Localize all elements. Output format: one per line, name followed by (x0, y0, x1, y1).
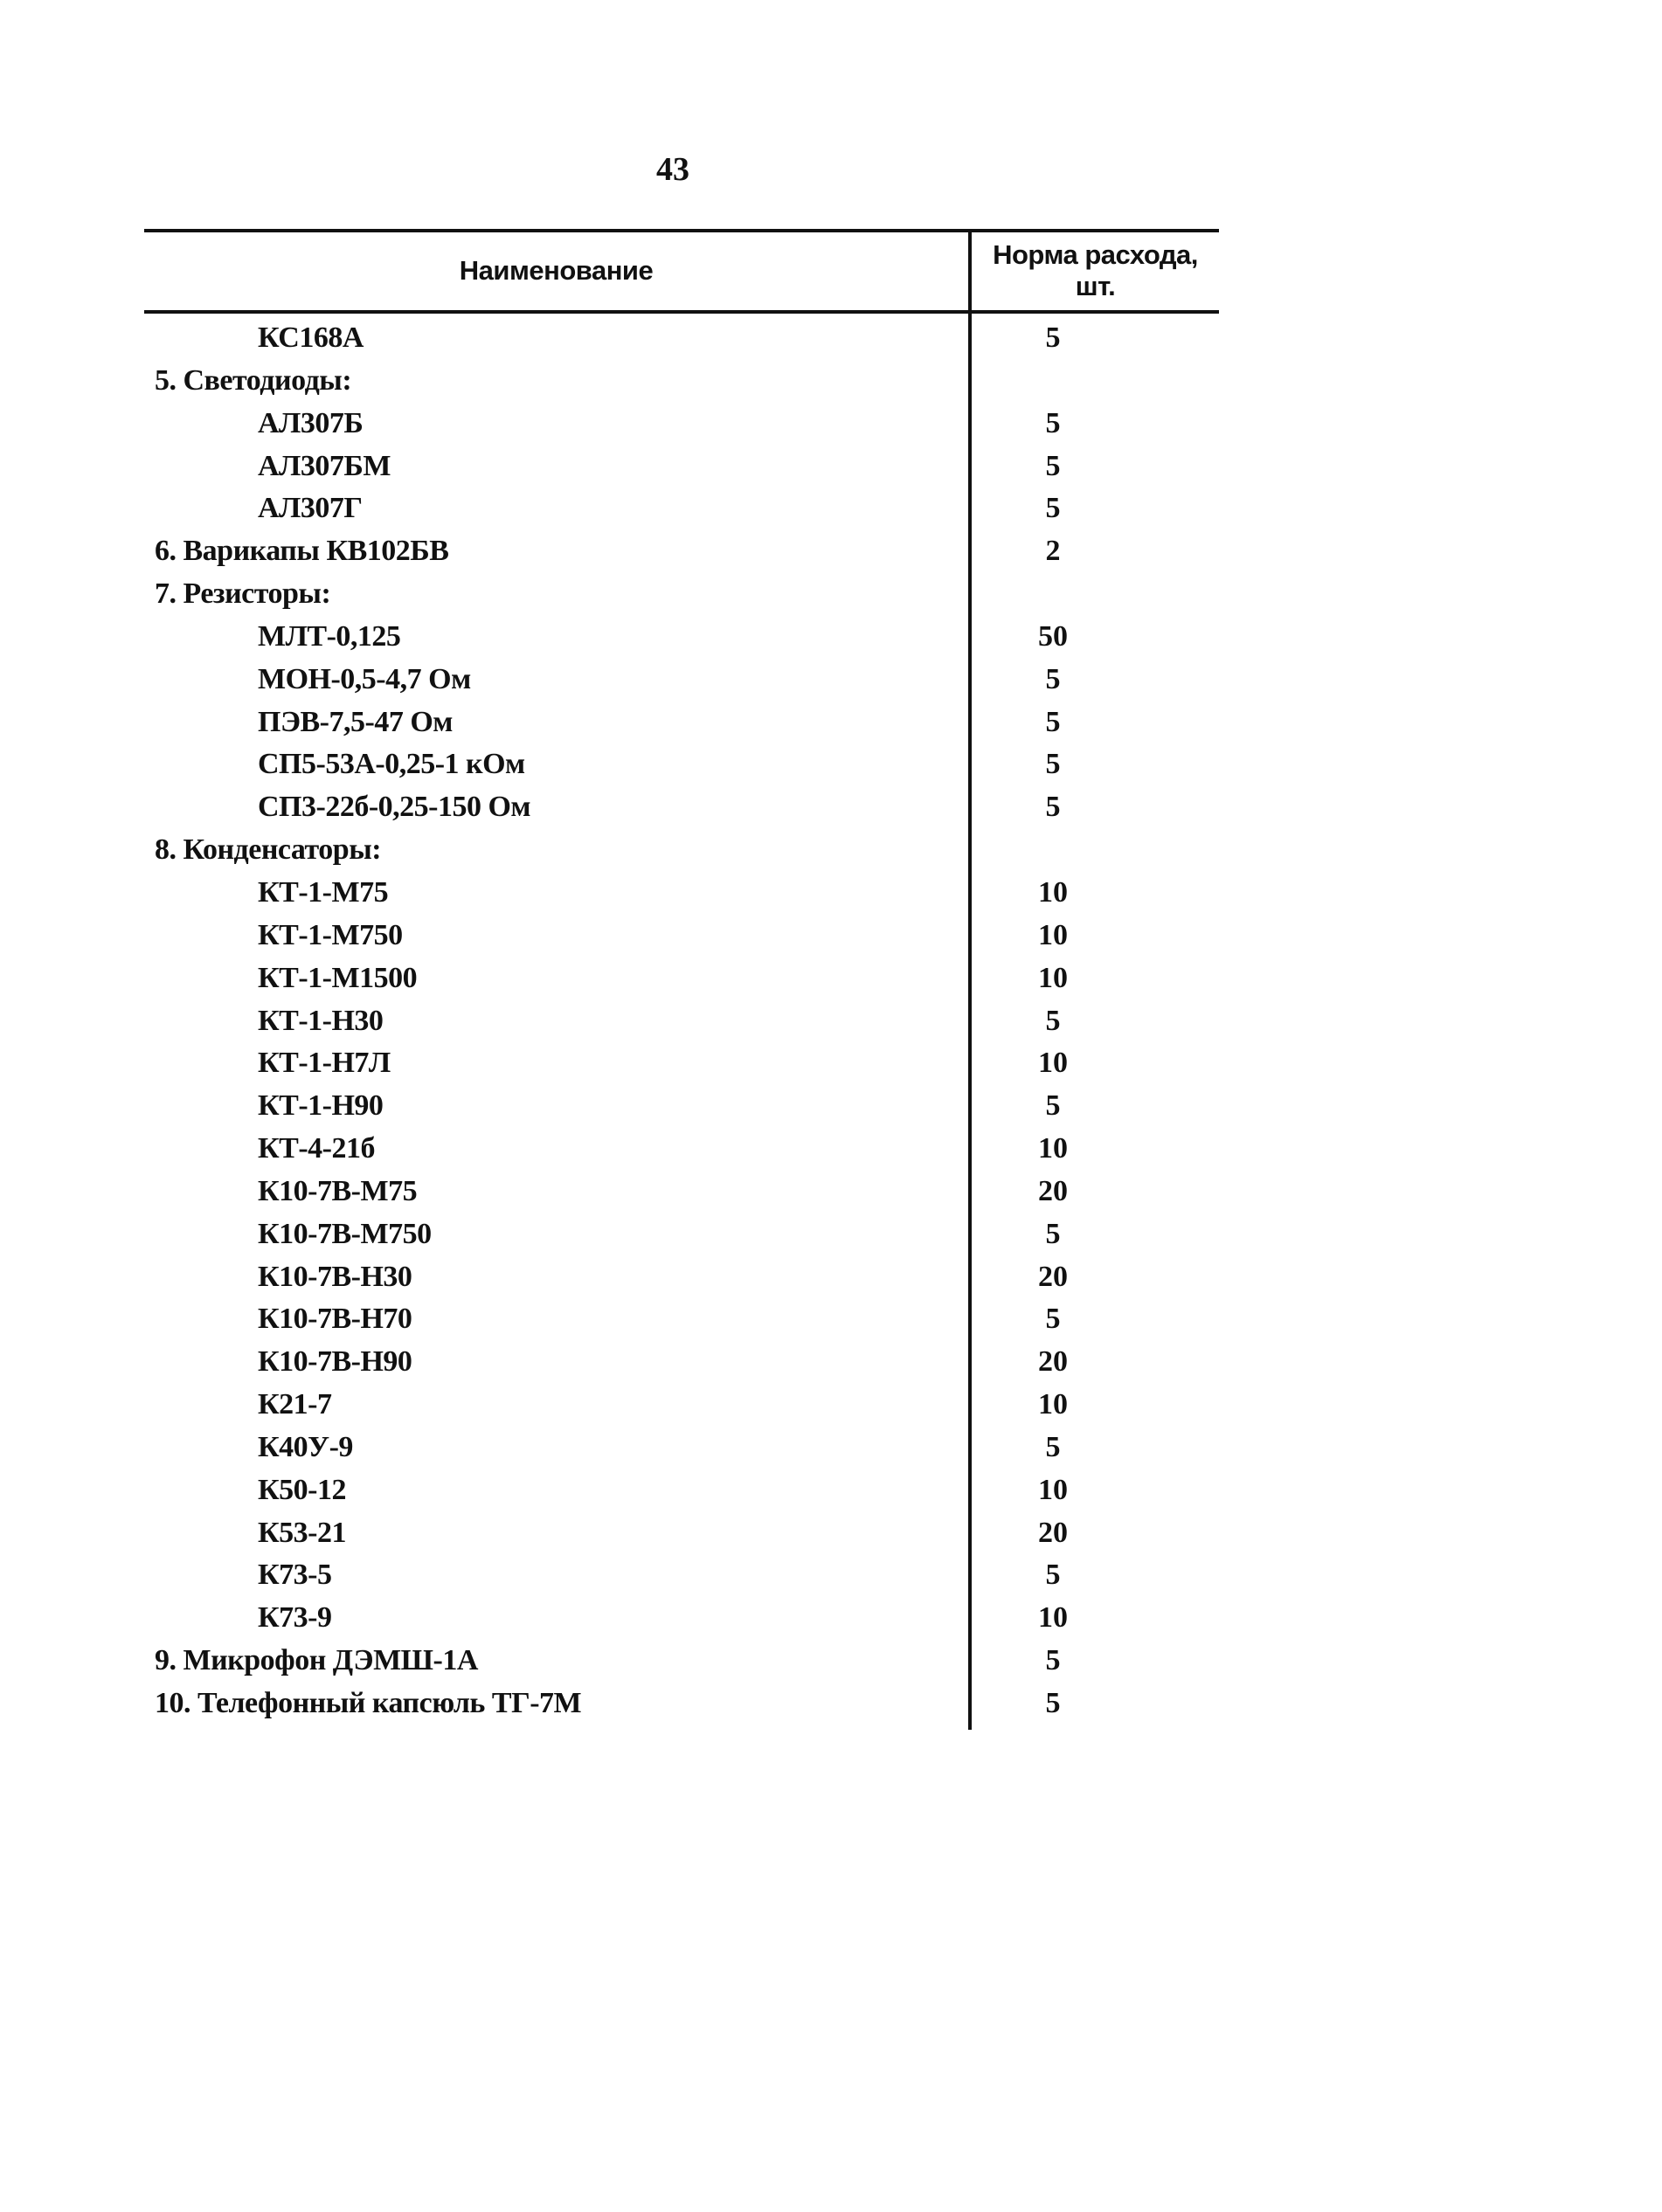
row-name: МОН-0,5-4,7 Ом (258, 662, 471, 695)
row-norm-value: 5 (1045, 1430, 1061, 1463)
table-row (144, 1383, 1219, 1426)
table-row (144, 914, 1219, 957)
row-name: АЛ307Г (258, 492, 363, 525)
row-norm-value: 20 (1038, 1174, 1068, 1207)
table-body (144, 316, 1219, 1725)
table-row (144, 1469, 1219, 1511)
row-norm-value: 5 (1045, 1644, 1061, 1677)
row-name: ПЭВ-7,5-47 Ом (258, 705, 453, 738)
row-norm-value: 5 (1045, 705, 1061, 738)
row-norm-value: 5 (1045, 406, 1061, 439)
row-name: К73-9 (258, 1601, 332, 1635)
row-norm-value: 5 (1045, 1004, 1061, 1037)
table-row (144, 1553, 1219, 1596)
row-norm-value: 10 (1038, 918, 1068, 951)
table-top-rule (144, 229, 1219, 232)
row-name: К53-21 (258, 1516, 346, 1549)
table-row (144, 658, 1219, 701)
table-row (144, 1596, 1219, 1639)
table-row (144, 316, 1219, 359)
row-name: КТ-4-21б (258, 1132, 375, 1165)
row-name: К10-7В-М75 (258, 1174, 418, 1207)
row-name: МЛТ-0,125 (258, 619, 401, 653)
row-norm-value: 5 (1045, 791, 1061, 824)
row-norm-value: 5 (1045, 321, 1061, 354)
row-norm-value: 5 (1045, 662, 1061, 695)
table-row (144, 701, 1219, 743)
table-row (144, 615, 1219, 658)
table-row (144, 1340, 1219, 1383)
row-name: АЛ307БМ (258, 449, 391, 482)
row-norm-value: 10 (1038, 1047, 1068, 1080)
table-row (144, 1127, 1219, 1170)
header-norm-line1: Норма расхода, (993, 239, 1198, 270)
table-row (144, 1682, 1219, 1725)
row-norm-value: 5 (1045, 1303, 1061, 1336)
row-name: КТ-1-Н90 (258, 1089, 384, 1123)
row-name: 9. Микрофон ДЭМШ-1А (155, 1644, 478, 1677)
table-row (144, 1213, 1219, 1255)
row-norm-value: 10 (1038, 961, 1068, 994)
row-name: 7. Резисторы: (155, 577, 331, 611)
table-row (144, 1426, 1219, 1469)
table-row (144, 957, 1219, 999)
table-row (144, 359, 1219, 402)
row-name: К73-5 (258, 1559, 332, 1592)
row-name: КТ-1-Н30 (258, 1004, 384, 1037)
header-name: Наименование (459, 255, 654, 286)
table-row (144, 487, 1219, 529)
row-norm-value: 20 (1038, 1345, 1068, 1379)
row-norm-value: 10 (1038, 1601, 1068, 1635)
table-row (144, 1255, 1219, 1298)
row-name: К10-7В-Н30 (258, 1260, 412, 1293)
table-row (144, 1297, 1219, 1340)
table-row (144, 743, 1219, 785)
row-norm-value: 10 (1038, 1388, 1068, 1421)
row-norm-value: 5 (1045, 1687, 1061, 1719)
header-norm (972, 239, 1219, 302)
row-norm-value: 10 (1038, 875, 1068, 909)
row-name: К50-12 (258, 1473, 346, 1506)
table-row (144, 785, 1219, 828)
row-norm-value: 10 (1038, 1132, 1068, 1165)
row-norm-value: 50 (1038, 619, 1068, 653)
row-norm-value: 2 (1045, 535, 1061, 568)
row-norm-value: 20 (1038, 1260, 1068, 1293)
table-row (144, 1041, 1219, 1084)
row-name: КТ-1-М75 (258, 875, 389, 909)
row-name: К10-7В-М750 (258, 1217, 432, 1250)
row-norm-value: 5 (1045, 1089, 1061, 1123)
row-name: КС168А (258, 321, 364, 354)
row-norm-value: 5 (1045, 1217, 1061, 1250)
row-name: К40У-9 (258, 1430, 353, 1463)
row-name: К10-7В-Н70 (258, 1303, 412, 1336)
table-row (144, 1639, 1219, 1682)
table-row (144, 445, 1219, 487)
row-name: КТ-1-М750 (258, 918, 403, 951)
header-norm-line2: шт. (1075, 271, 1116, 301)
table-row (144, 1084, 1219, 1127)
row-norm-value: 5 (1045, 492, 1061, 525)
table-row (144, 999, 1219, 1042)
row-name: СП3-22б-0,25-150 Ом (258, 791, 531, 824)
table-row (144, 402, 1219, 445)
table-row (144, 828, 1219, 871)
table-row (144, 1511, 1219, 1554)
row-name: К21-7 (258, 1388, 332, 1421)
row-norm-value: 5 (1045, 1559, 1061, 1592)
row-norm-value: 20 (1038, 1516, 1068, 1549)
row-name: АЛ307Б (258, 406, 364, 439)
row-name: 6. Варикапы КВ102БВ (155, 535, 449, 568)
row-name: 5. Светодиоды: (155, 363, 352, 397)
page-number: 43 (656, 151, 689, 188)
row-norm-value: 5 (1045, 449, 1061, 482)
table-header-rule (144, 310, 1219, 314)
table-row (144, 1170, 1219, 1213)
table-row (144, 529, 1219, 572)
row-name: 10. Телефонный капсюль ТГ-7М (155, 1687, 582, 1719)
row-name: СП5-53А-0,25-1 кОм (258, 748, 525, 781)
table-row (144, 871, 1219, 914)
row-name: КТ-1-Н7Л (258, 1047, 391, 1080)
row-name: КТ-1-М1500 (258, 961, 418, 994)
row-name: К10-7В-Н90 (258, 1345, 412, 1379)
table-row (144, 572, 1219, 615)
row-name: 8. Конденсаторы: (155, 833, 382, 867)
row-norm-value: 10 (1038, 1473, 1068, 1506)
row-norm-value: 5 (1045, 748, 1061, 781)
